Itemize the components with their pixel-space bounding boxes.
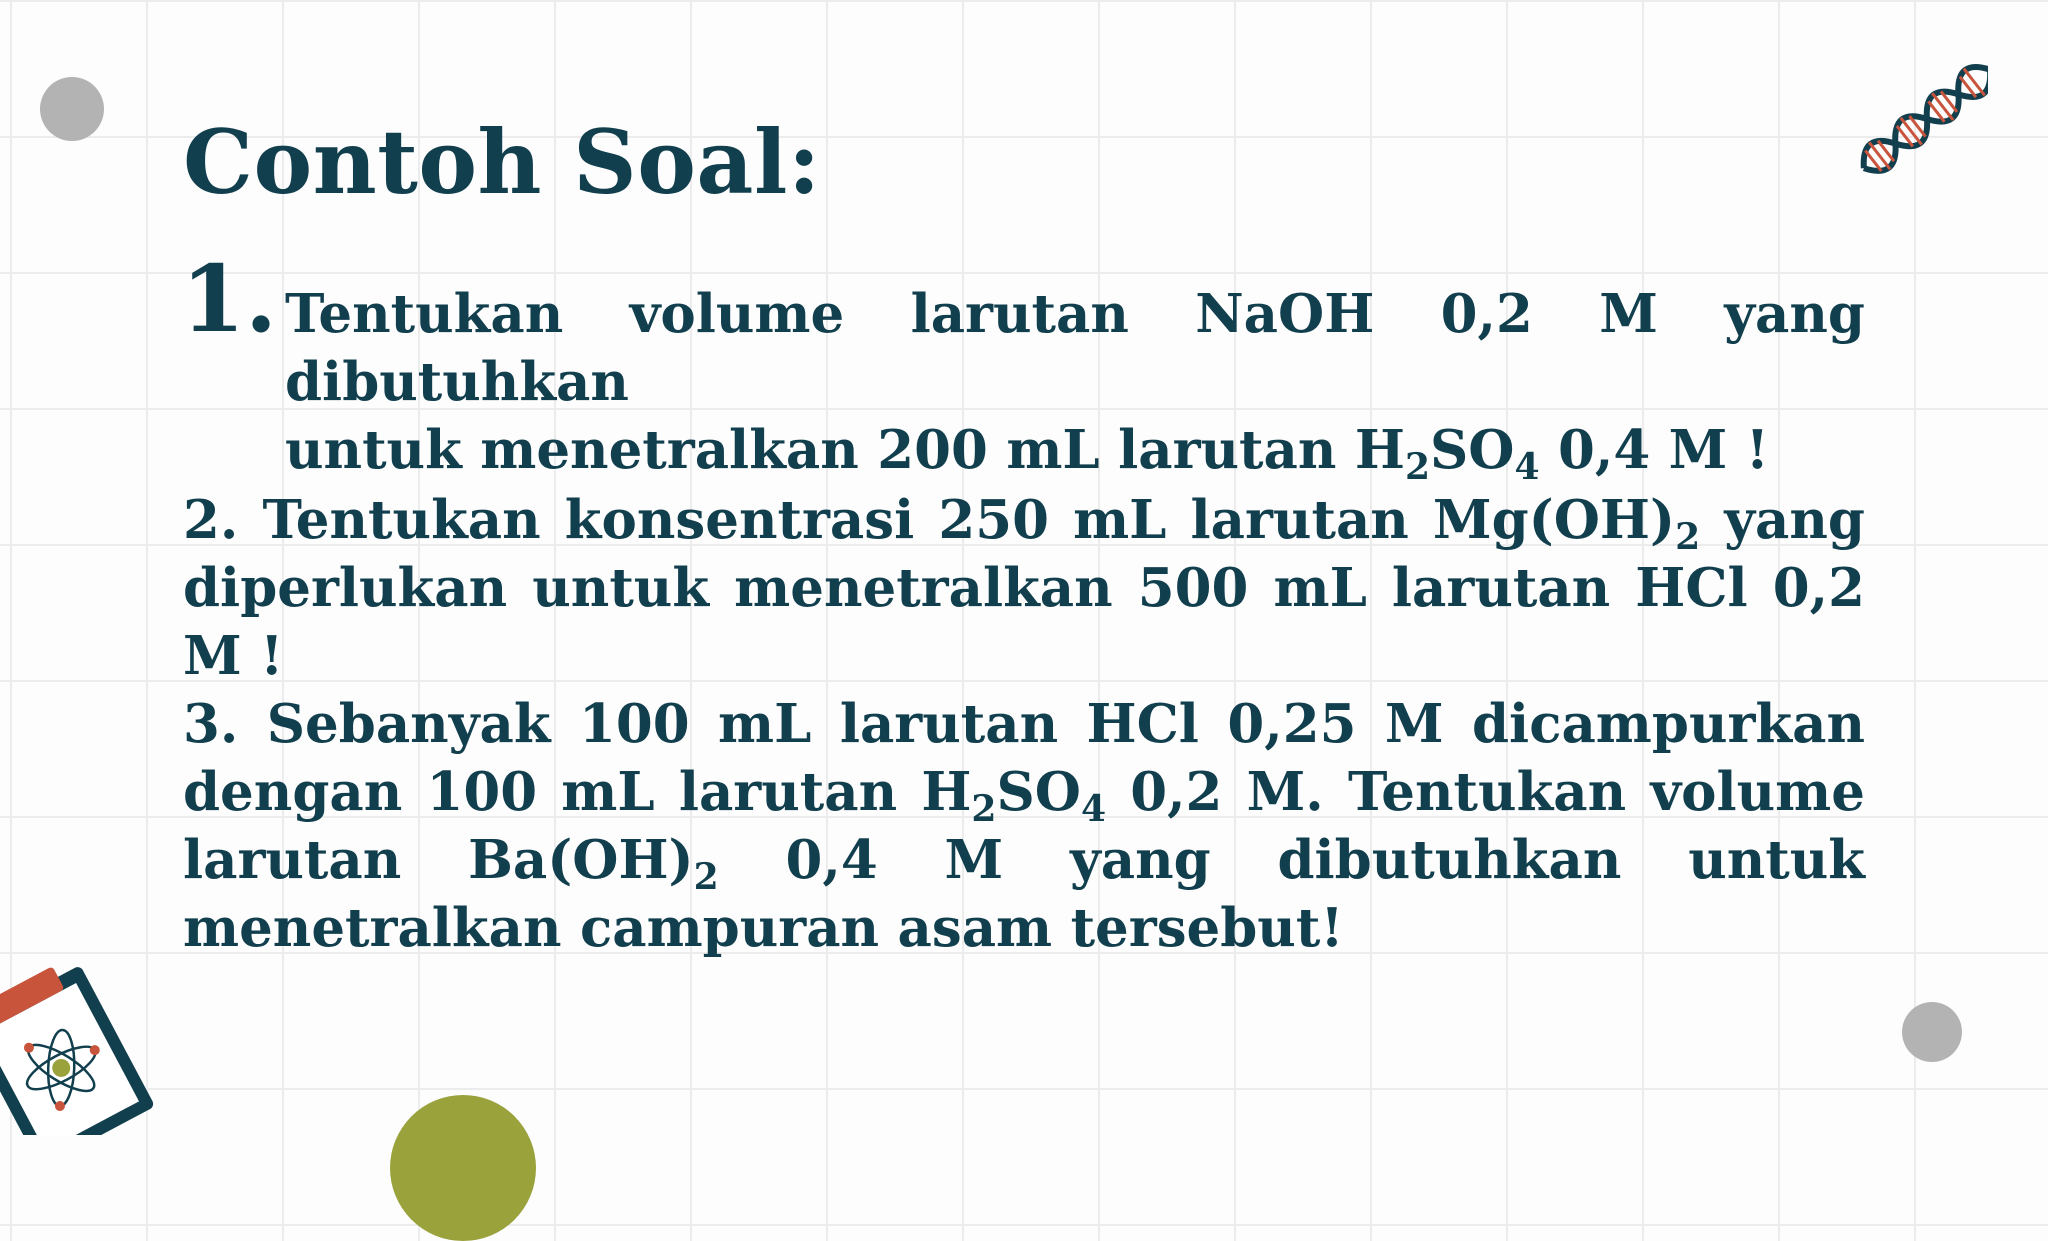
question-2-text [183,486,1865,690]
question-3-text [183,690,1865,962]
page-title: Contoh Soal: [183,110,821,214]
question-2-part-a: 2. Tentukan konsentrasi 250 mL larutan Mg(OH) [183,489,1676,551]
question-3-part-d: 0,4 M yang dibutuhkan untuk menetralkan campuran asam tersebut! [183,829,1865,959]
question-1-line2-c: 0,4 M ! [1539,419,1770,481]
question-1-line2-a: untuk menetralkan 200 mL larutan H [285,419,1405,481]
question-1-text [285,280,1865,488]
olive-circle-bottom [390,1095,536,1241]
question-2-part-b: yang diperlukan untuk menetralkan 500 mL larutan HCl 0,2 M ! [183,489,1865,687]
question-3-part-c: 0,2 M. Tentukan volume larutan Ba(OH) [183,761,1865,891]
question-1-line2-b: SO [1430,419,1515,481]
subscript: 4 [1080,787,1107,830]
grey-dot-bottom-right [1902,1002,1962,1062]
subscript: 4 [1514,445,1540,488]
question-3-part-a: 3. Sebanyak 100 mL larutan HCl 0,25 M dicampurkan dengan 100 mL larutan H [183,693,1865,823]
question-1-line1: Tentukan volume larutan NaOH 0,2 M yang dibutuhkan [285,283,1865,413]
dna-icon [1858,52,1988,192]
subscript: 2 [971,787,997,830]
subscript: 2 [1404,445,1431,488]
clipboard-atom-icon [0,945,160,1135]
question-1-number: 1. [181,245,278,353]
subscript: 2 [693,855,719,898]
grey-dot-top-left [40,77,104,141]
question-3-part-b: SO [996,761,1081,823]
subscript: 2 [1675,515,1701,558]
